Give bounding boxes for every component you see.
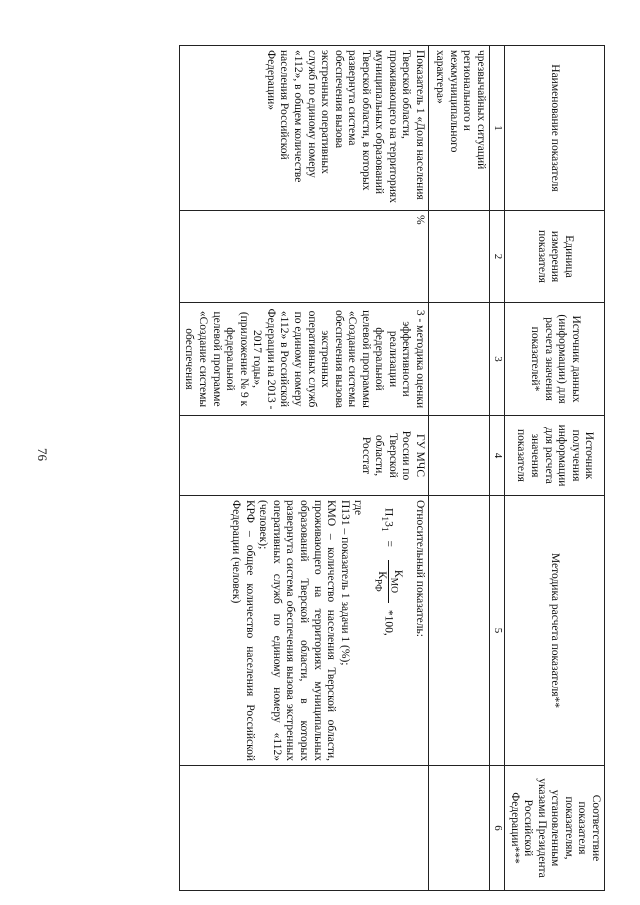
header-name: Наименование показателя — [505, 46, 605, 211]
formula-denominator: $К_{РФ}$ — [372, 571, 388, 592]
method-def1: П1З1 – показатель 1 задачи 1 (%); — [338, 500, 351, 666]
method-def2: КМО – количество населения Тверской области, проживающего на территориях муниципальных образований Тверской области, в которых развернута система обеспечения вызова экстренных оперативных служб по единому номеру «112» (человек); — [257, 500, 338, 761]
header-info-source: Источник получения информации для расчета значения показателя — [505, 416, 605, 496]
indicator-compliance — [179, 766, 428, 891]
formula-numerator: $К_{МО}$ — [388, 560, 405, 603]
header-unit: Единица измерения показателя — [505, 211, 605, 303]
column-number: 5 — [490, 496, 505, 766]
formula-lhs-sub2: 3 — [382, 521, 395, 527]
method-def3: КРФ – общее количество населения Российской Федерации (человек) — [230, 500, 256, 761]
method-where: где — [352, 500, 365, 516]
indicator-unit: % — [179, 211, 428, 303]
indicator-method — [179, 496, 428, 766]
indicators-table — [179, 45, 605, 891]
column-number: 3 — [490, 303, 505, 416]
formula-eq: = — [382, 540, 395, 548]
page-number: 76 — [35, 448, 50, 461]
rotated-table-wrapper — [183, 45, 605, 890]
formula-lhs: П — [382, 508, 395, 517]
column-number-row — [490, 46, 505, 891]
column-number: 2 — [490, 211, 505, 303]
formula-fraction — [372, 560, 404, 603]
column-number: 1 — [490, 46, 505, 211]
indicator-info-source: ГУ МЧС России по Тверской области, Росстат — [179, 416, 428, 496]
column-number: 6 — [490, 766, 505, 891]
formula-tail: *100, — [382, 609, 395, 636]
indicator-row — [179, 46, 428, 891]
header-row — [505, 46, 605, 891]
header-data-source: Источник данных (информации) для расчета значения показателей* — [505, 303, 605, 416]
method-intro: Относительный показатель: — [414, 500, 427, 637]
indicator-name: Показатель 1 «Доля населения Тверской области, проживающего на территориях муниципальных образований Тверской области, в которых развернута система обеспечения вызова экстренных оперативных служб по единому номеру «112», в общем количестве населения Российской Федерации» — [179, 46, 428, 211]
column-number: 4 — [490, 416, 505, 496]
method-formula — [372, 508, 404, 761]
continuation-name: чрезвычайных ситуаций регионального и межмуниципального характера» — [429, 46, 490, 211]
header-compliance: Соответствие показателя показателям, установленным указами Президента Российской Федерации*** — [505, 766, 605, 891]
header-method: Методика расчета показателя** — [505, 496, 605, 766]
indicator-data-source: 3 - методика оценки эффективности реализации федеральной целевой программы «Создание системы обеспечения вызова экстренных оперативных служб по единому номеру «112» в Российской Федерации на 2013 - 2017 годы», (приложение № 9 к федеральной целевой программе «Создание системы обеспечения — [179, 303, 428, 416]
formula-lhs-sub3: 1 — [379, 526, 391, 532]
formula-lhs-sub: 1 — [379, 516, 391, 522]
continuation-row — [429, 46, 490, 891]
